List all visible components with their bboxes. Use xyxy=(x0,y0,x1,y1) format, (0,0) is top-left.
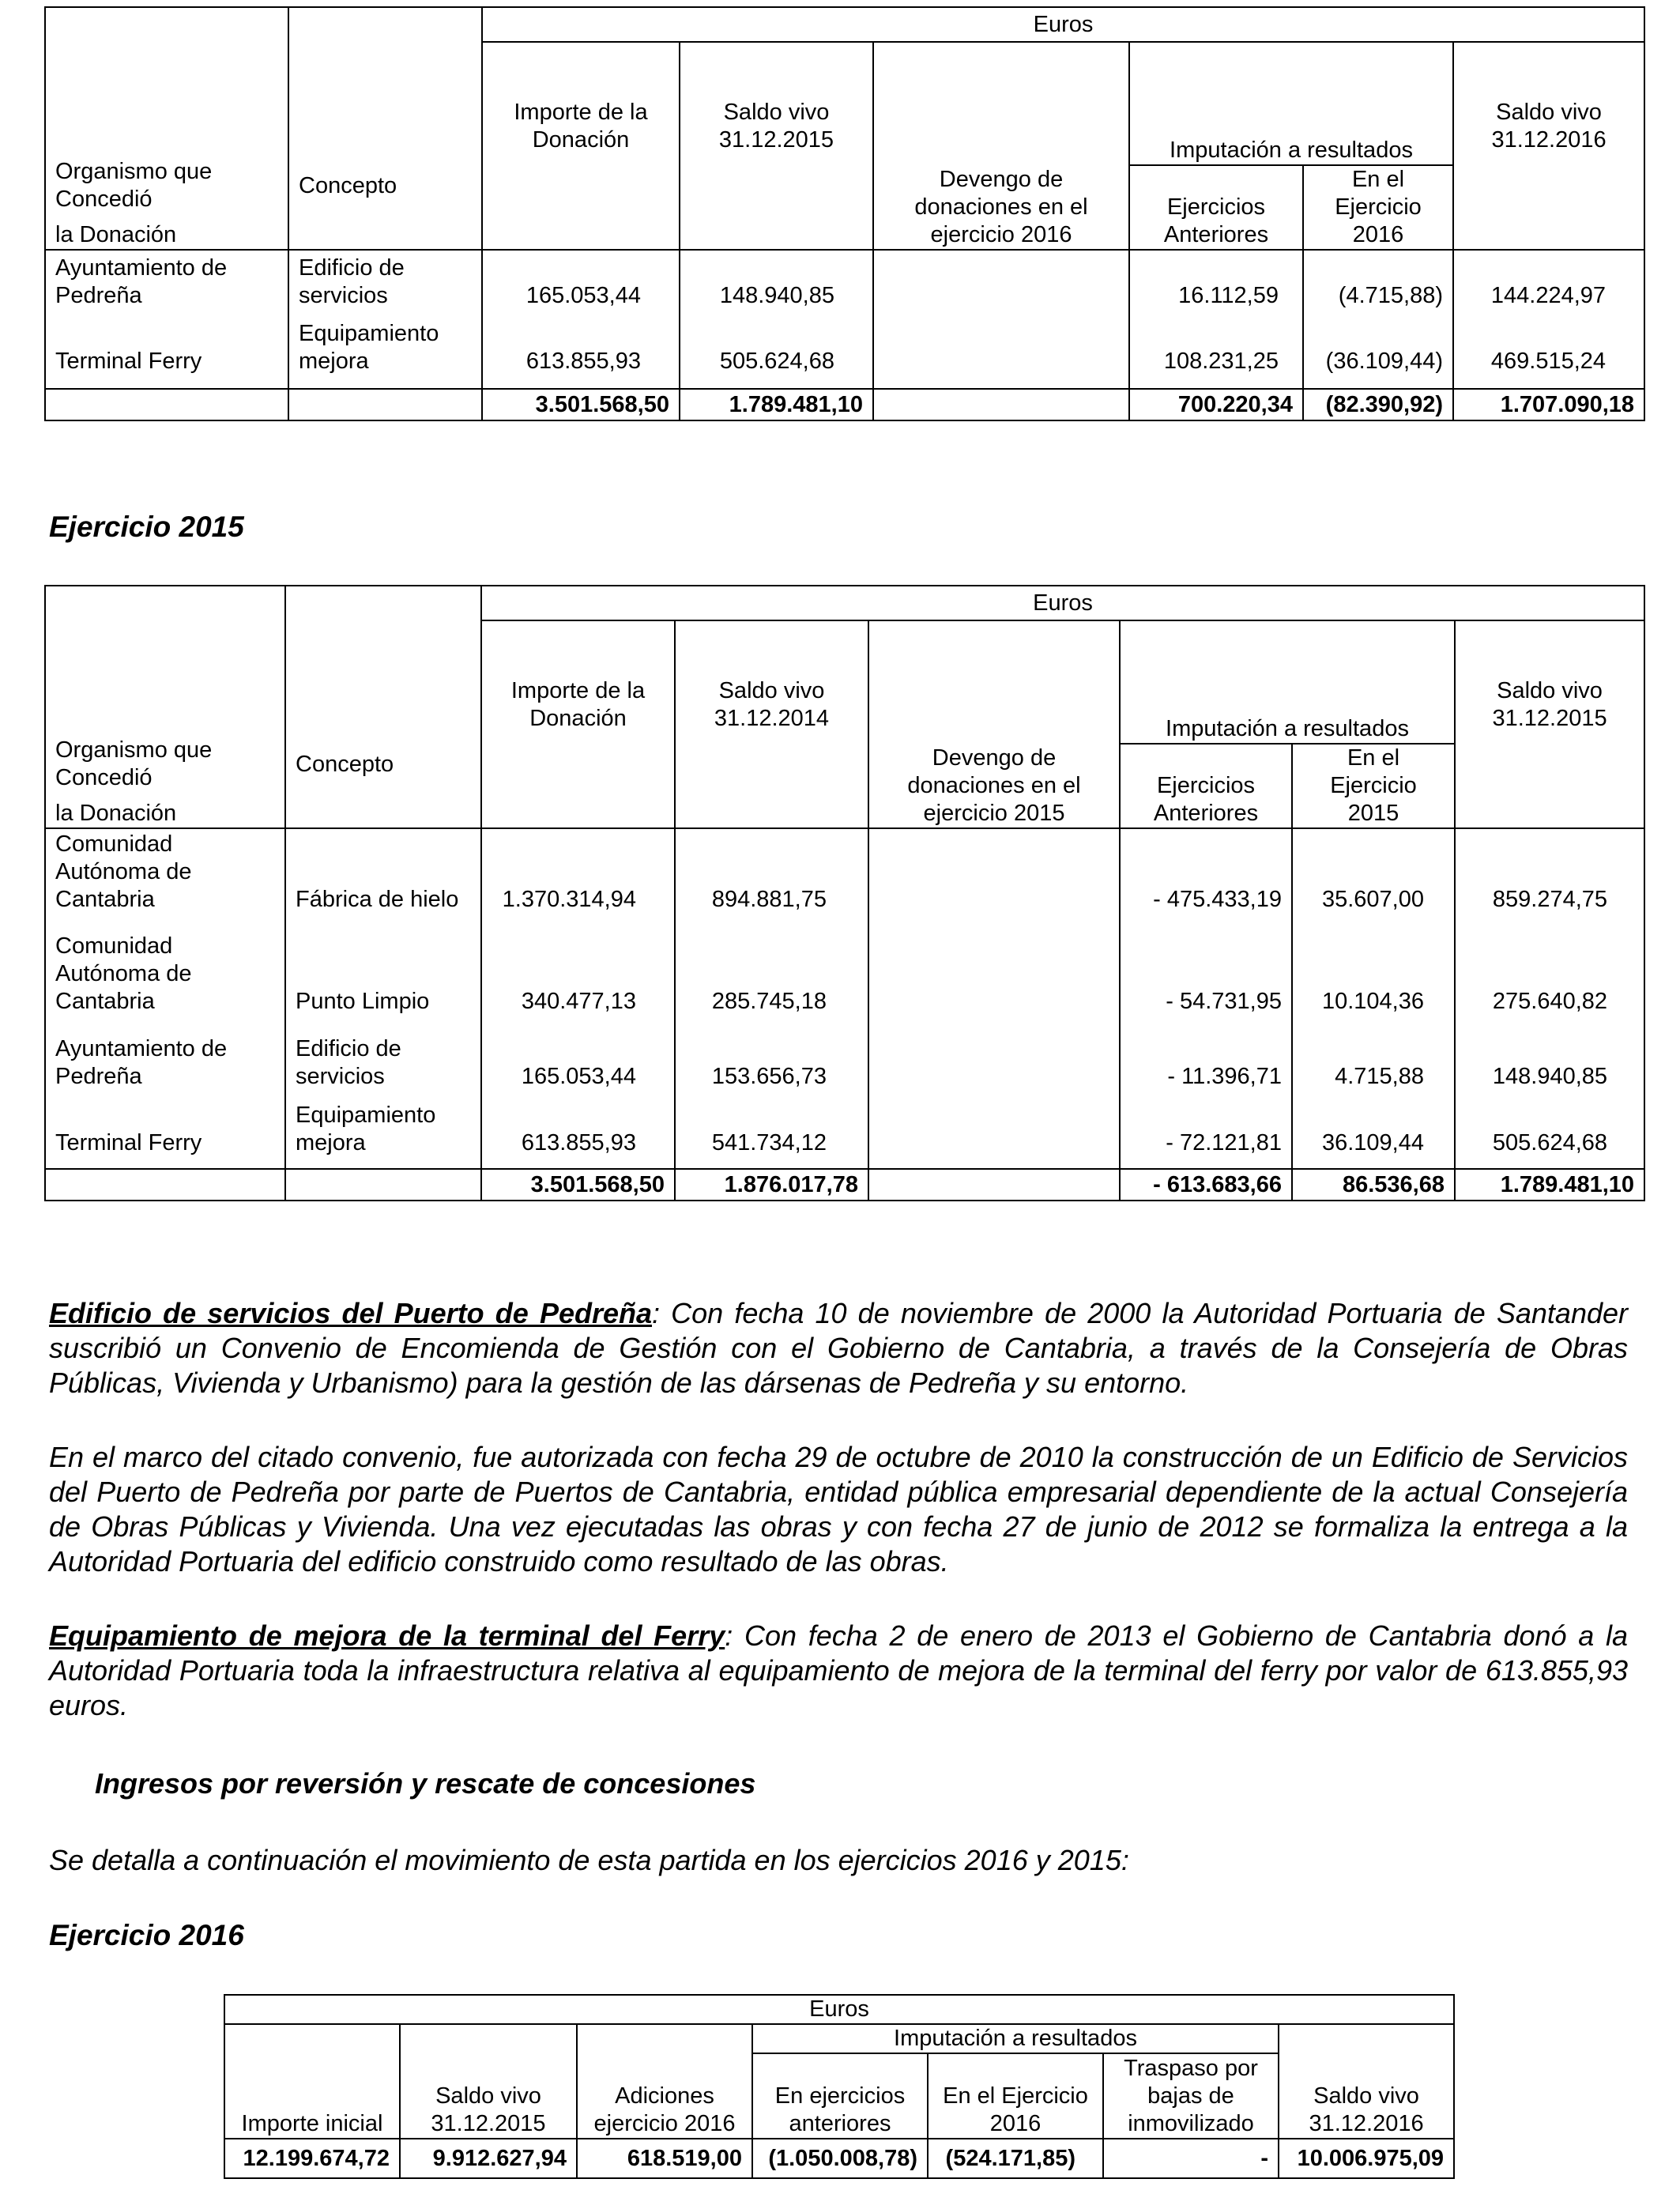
header-ejercicios-anteriores: En ejercicios anteriores xyxy=(752,2053,928,2139)
header-devengo: Devengo de donaciones en el ejercicio 2016 xyxy=(873,42,1129,250)
reversion-2016-table xyxy=(224,1994,1455,2179)
table-row: Terminal Ferry Equipamiento mejora 613.855,93 505.624,68 108.231,25 (36.109,44) 469.515,24 xyxy=(45,315,1644,389)
header-saldo-inicial: Saldo vivo 31.12.2015 xyxy=(400,2024,577,2139)
header-saldo-final: Saldo vivo 31.12.2016 xyxy=(1453,42,1644,250)
header-ejercicios-anteriores: Ejercicios Anteriores xyxy=(1120,744,1292,828)
header-imputacion: Imputación a resultados xyxy=(752,2024,1279,2053)
header-saldo-inicial: Saldo vivo 31.12.2014 xyxy=(675,620,868,828)
header-saldo-final: Saldo vivo 31.12.2016 xyxy=(1279,2024,1454,2139)
header-importe: Importe de la Donación xyxy=(482,42,680,250)
donaciones-2015-table xyxy=(44,585,1645,1201)
header-imputacion: Imputación a resultados xyxy=(1129,42,1453,165)
total-row: 3.501.568,50 1.876.017,78 - 613.683,66 86.536,68 1.789.481,10 xyxy=(45,1169,1644,1201)
paragraph-movimiento: Se detalla a continuación el movimiento de esta partida en los ejercicios 2016 y 2015: xyxy=(49,1844,1129,1876)
header-traspaso: Traspaso por bajas de inmovilizado xyxy=(1103,2053,1279,2139)
paragraph-convenio: En el marco del citado convenio, fue autorizada con fecha 29 de octubre de 2010 la construcción de un Edificio de Servicios del Puerto de Pedreña por parte de Puertos de Cantabria, entidad pública empresarial dependiente de la actual Consejería de Obras Públicas y Vivienda. Una vez ejecutadas las obras y con fecha 27 de junio de 2012 se formaliza la entrega a la Autoridad Portuaria del edificio construido como resultado de las obras. xyxy=(49,1441,1628,1578)
header-organismo: Organismo que Concedió la Donación xyxy=(45,7,288,250)
header-organismo: Organismo que Concedió la Donación xyxy=(45,586,285,828)
header-en-el-ejercicio: En el Ejercicio 2015 xyxy=(1292,744,1455,828)
table-row: Comunidad Autónoma de Cantabria Punto Limpio 340.477,13 285.745,18 - 54.731,95 10.104,36 275.640,82 xyxy=(45,917,1644,1019)
heading-ejercicio-2016: Ejercicio 2016 xyxy=(49,1919,244,1951)
paragraph-equipamiento-ferry: Equipamiento de mejora de la terminal del Ferry: Con fecha 2 de enero de 2013 el Gobierno de Cantabria donó a la Autoridad Portuaria toda la infraestructura relativa al equipamiento de mejora de la terminal del ferry por valor de 613.855,93 euros. xyxy=(49,1619,1628,1721)
header-ejercicios-anteriores: Ejercicios Anteriores xyxy=(1129,165,1303,250)
heading-ejercicio-2015: Ejercicio 2015 xyxy=(49,511,244,543)
header-euros: Euros xyxy=(482,7,1644,42)
header-adiciones: Adiciones ejercicio 2016 xyxy=(577,2024,752,2139)
header-saldo-final: Saldo vivo 31.12.2015 xyxy=(1455,620,1644,828)
header-concepto: Concepto xyxy=(288,7,482,250)
header-euros: Euros xyxy=(481,586,1644,620)
table-row: Terminal Ferry Equipamiento mejora 613.855,93 541.734,12 - 72.121,81 36.109,44 505.624,68 xyxy=(45,1094,1644,1169)
header-en-el-ejercicio: En el Ejercicio 2016 xyxy=(1303,165,1453,250)
paragraph-title: Equipamiento de mejora de la terminal del Ferry xyxy=(49,1619,725,1652)
header-saldo-inicial: Saldo vivo 31.12.2015 xyxy=(680,42,873,250)
paragraph-edificio-servicios: Edificio de servicios del Puerto de Pedreña: Con fecha 10 de noviembre de 2000 la Autoridad Portuaria de Santander suscribió un Convenio de Encomienda de Gestión con el Gobierno de Cantabria, a través de la Consejería de Obras Públicas, Vivienda y Urbanismo) para la gestión de las dársenas de Pedreña y su entorno. xyxy=(49,1297,1629,1399)
header-importe: Importe de la Donación xyxy=(481,620,675,828)
header-imputacion: Imputación a resultados xyxy=(1120,620,1455,744)
donaciones-2016-table xyxy=(44,6,1645,421)
header-importe-inicial: Importe inicial xyxy=(224,2024,400,2139)
paragraph-title: Edificio de servicios del Puerto de Pedreña xyxy=(49,1297,653,1329)
table-row: Comunidad Autónoma de Cantabria Fábrica de hielo 1.370.314,94 894.881,75 - 475.433,19 35.607,00 859.274,75 xyxy=(45,828,1644,917)
total-row: 3.501.568,50 1.789.481,10 700.220,34 (82.390,92) 1.707.090,18 xyxy=(45,389,1644,420)
header-euros: Euros xyxy=(224,1995,1454,2024)
table-row: Ayuntamiento de Pedreña Edificio de servicios 165.053,44 153.656,73 - 11.396,71 4.715,88 148.940,85 xyxy=(45,1019,1644,1094)
table-row: Ayuntamiento de Pedreña Edificio de servicios 165.053,44 148.940,85 16.112,59 (4.715,88) 144.224,97 xyxy=(45,250,1644,315)
header-devengo: Devengo de donaciones en el ejercicio 2015 xyxy=(868,620,1120,828)
table-row: 12.199.674,72 9.912.627,94 618.519,00 (1.050.008,78) (524.171,85) - 10.006.975,09 xyxy=(224,2139,1454,2178)
header-en-el-ejercicio: En el Ejercicio 2016 xyxy=(928,2053,1103,2139)
heading-ingresos-reversion: Ingresos por reversión y rescate de concesiones xyxy=(95,1767,756,1800)
header-concepto: Concepto xyxy=(285,586,481,828)
